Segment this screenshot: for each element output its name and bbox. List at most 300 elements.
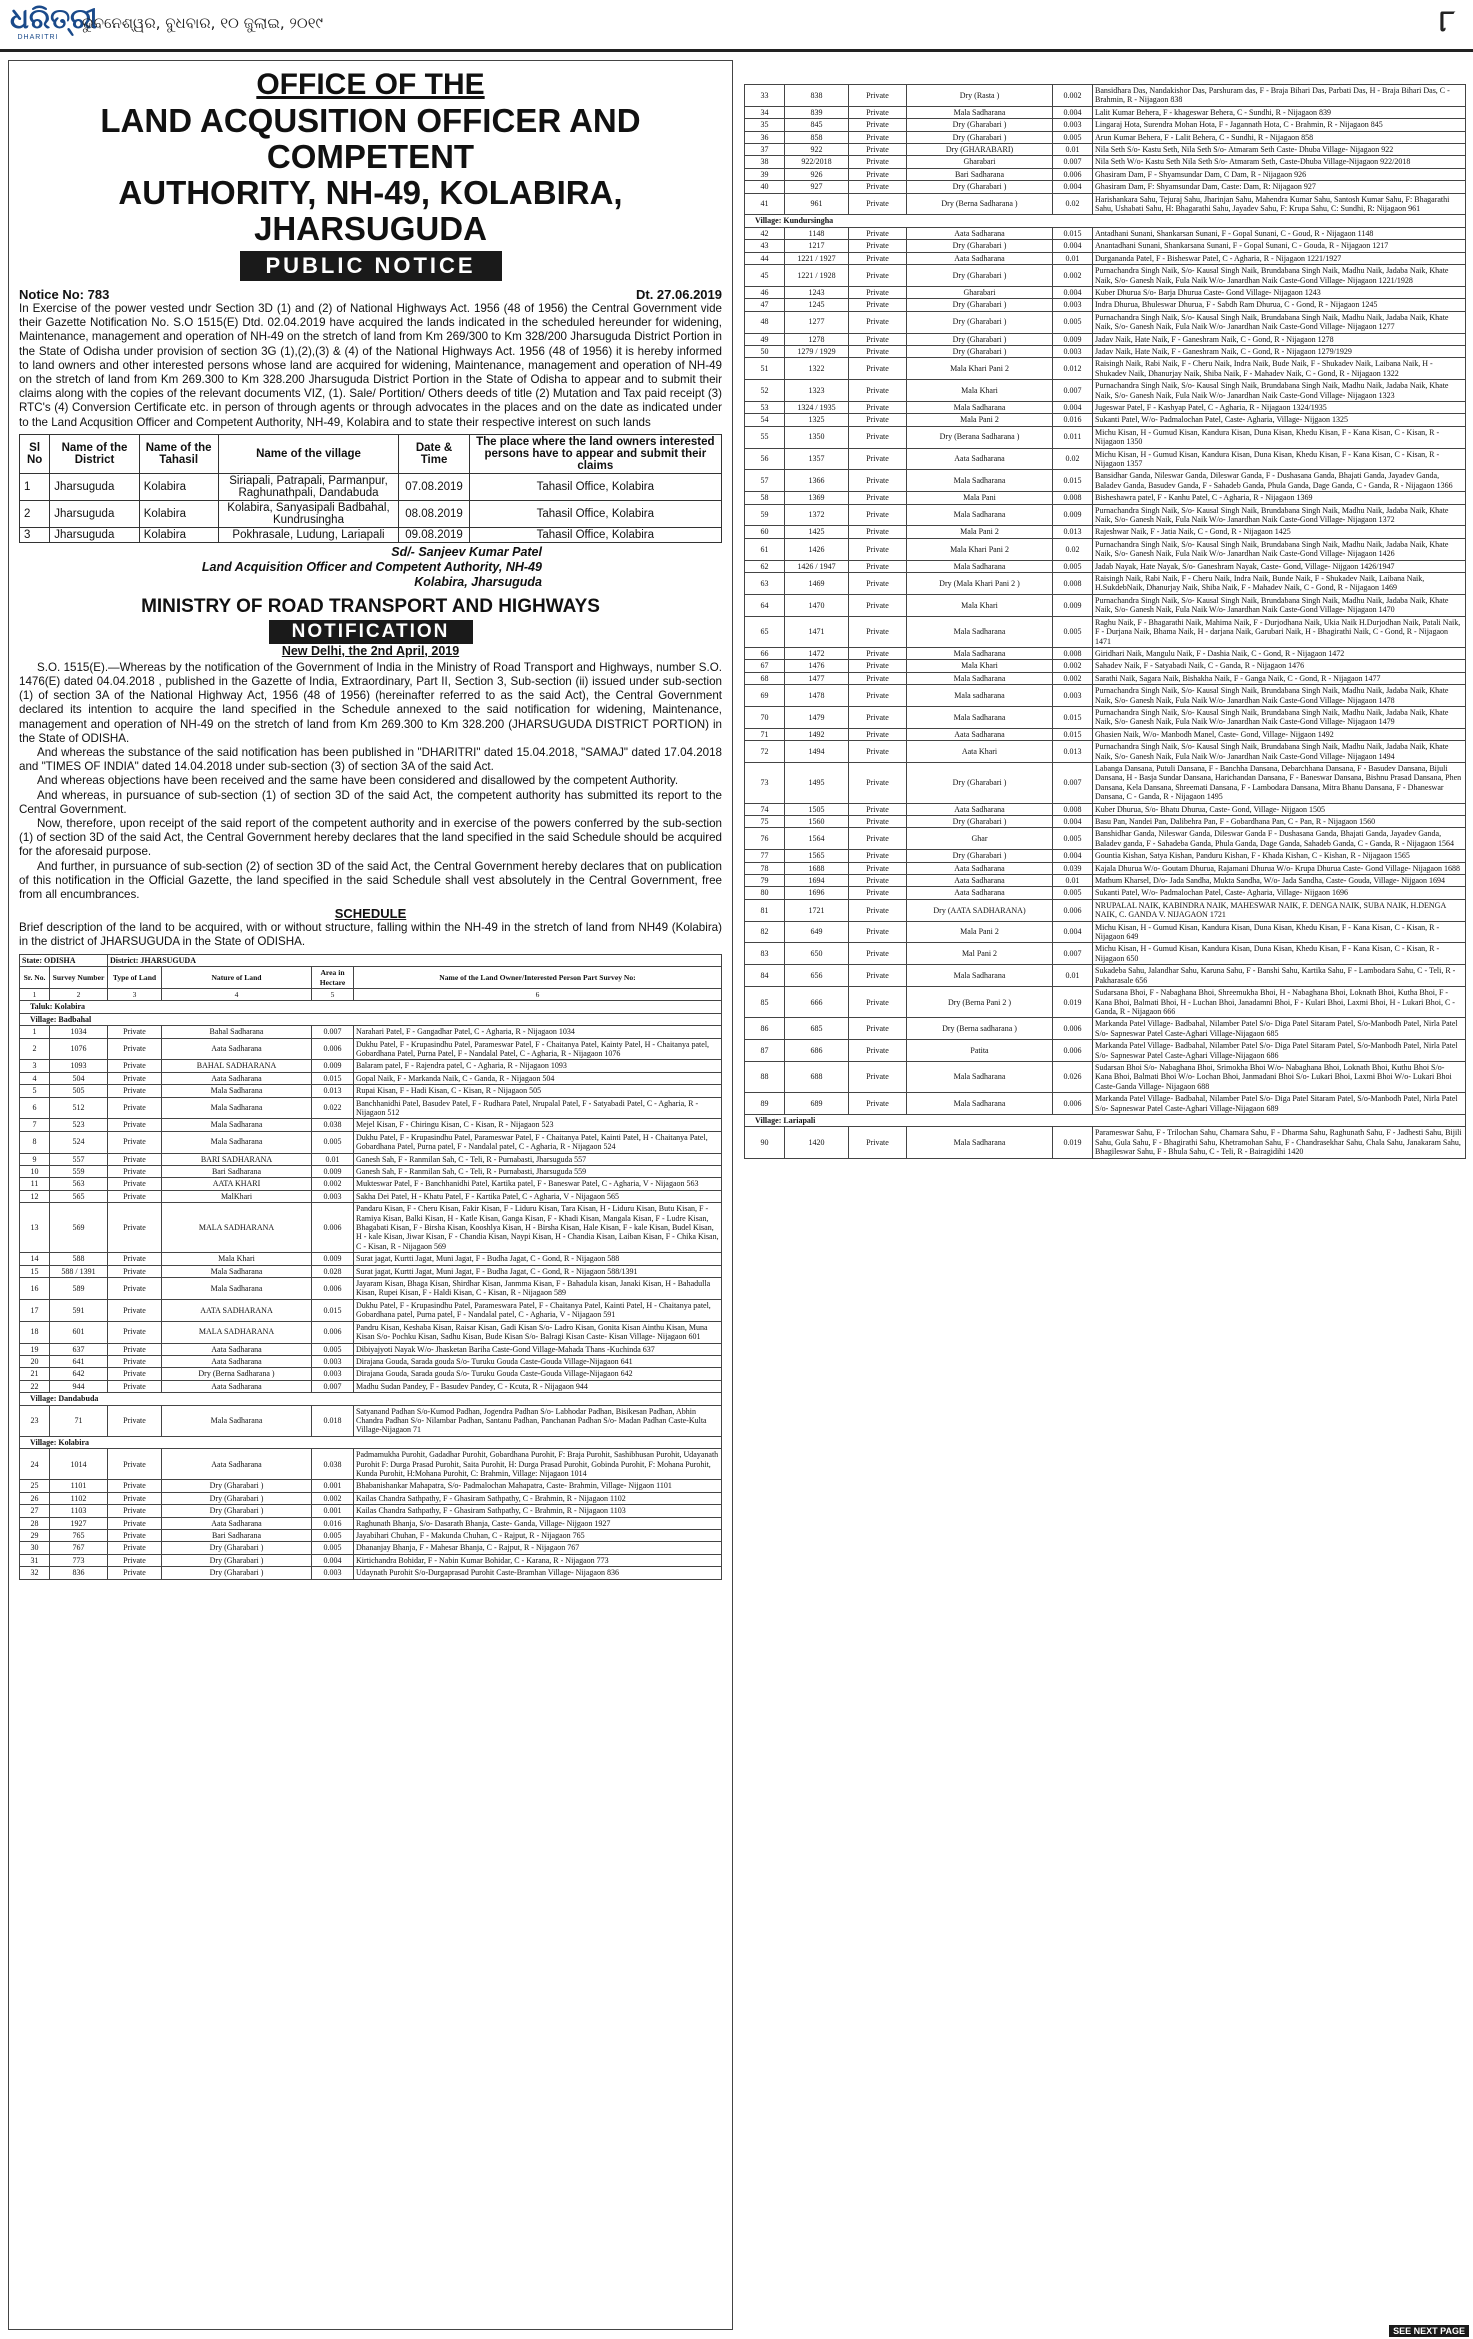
signature-block bbox=[19, 545, 722, 590]
schedule-cell: Mala Khari bbox=[907, 380, 1053, 402]
masthead bbox=[0, 0, 1473, 52]
schedule-cell: Purnachandra Singh Naik, S/o- Kausal Singh Naik, Brundabana Singh Naik, Madhu Naik, Jadaba Naik, Khate Naik, S/o- Ganesh Naik, Fula Naik W/o- Janardhan Naik Caste-Gond Village- Nijagaon 1426 bbox=[1093, 538, 1466, 560]
schedule-cell: Aata Sadharana bbox=[907, 448, 1053, 470]
schedule-header-cell: Type of Land bbox=[108, 967, 162, 989]
schedule-cell: Purnachandra Singh Naik, S/o- Kausal Singh Naik, Brundabana Singh Naik, Madhu Naik, Jadaba Naik, Khate Naik, S/o- Ganesh Naik, Fula Naik W/o- Janardhan Naik Caste-Gond Village- Nijagaon 1494 bbox=[1093, 741, 1466, 763]
schedule-cell: 0.007 bbox=[1053, 380, 1093, 402]
schedule-row bbox=[745, 850, 1466, 862]
schedule-cell: 1350 bbox=[785, 426, 849, 448]
schedule-cell: 1694 bbox=[785, 875, 849, 887]
schedule-right-body bbox=[745, 85, 1466, 1159]
schedule-row bbox=[745, 728, 1466, 740]
schedule-row bbox=[745, 741, 1466, 763]
schedule-cell: Dry (Mala Khari Pani 2 ) bbox=[907, 573, 1053, 595]
schedule-cell: 1325 bbox=[785, 414, 849, 426]
schedule-cell: Private bbox=[849, 965, 907, 987]
schedule-cell: Anantadhani Sunani, Shankarsana Sunani, F - Gopal Sunani, C - Gouda, R - Nijagaon 1217 bbox=[1093, 240, 1466, 252]
schedule-cell: MALA SADHARANA bbox=[162, 1203, 312, 1253]
hearing-table-row bbox=[20, 500, 722, 527]
schedule-cell: Private bbox=[849, 943, 907, 965]
schedule-cell: Dry (GHARABARI) bbox=[907, 144, 1053, 156]
schedule-row bbox=[20, 1119, 722, 1131]
schedule-district-label: District: JHARSUGUDA bbox=[108, 954, 722, 966]
schedule-cell: 0.005 bbox=[1053, 616, 1093, 647]
schedule-cell: Private bbox=[108, 1119, 162, 1131]
dateline: ଭୁବନେଶ୍ୱର, ବୁଧବାର, ୧୦ ଜୁଲାଇ, ୨୦୧୯ bbox=[82, 14, 323, 32]
schedule-cell: Satyanand Padhan S/o-Kumod Padhan, Jogendra Padhan S/o- Labhodar Padhan, Bisikesan Padhan, Abhin Chandra Padhan S/o- Nilambar Padhan, Santanu Padhan, Panchanan Padhan S/o- Madan Padhan Caste-Kulta Village-Nijagaon 71 bbox=[354, 1405, 722, 1436]
schedule-cell: 922 bbox=[785, 144, 849, 156]
schedule-cell: 686 bbox=[785, 1040, 849, 1062]
schedule-cell: Dry (Gharabari ) bbox=[907, 181, 1053, 193]
schedule-cell: Purnachandra Singh Naik, S/o- Kausal Singh Naik, Brundabana Singh Naik, Madhu Naik, Jadaba Naik, Khate Naik, S/o- Ganesh Naik, Fula Naik W/o- Janardhan Naik Caste-Gond Village- Nijagaon 1221/1928 bbox=[1093, 265, 1466, 287]
schedule-row bbox=[745, 227, 1466, 239]
schedule-cell: Private bbox=[849, 887, 907, 899]
schedule-cell: Sukanti Patel, W/o- Padmalochan Patel, Caste- Agharia, Village- Nijgaon 1325 bbox=[1093, 414, 1466, 426]
ministry-title: MINISTRY OF ROAD TRANSPORT AND HIGHWAYS bbox=[141, 595, 600, 617]
schedule-cell: Dukhu Patel, F - Krupasindhu Patel, Parameswara Patel, F - Chaitanya Patel, Kainti Patel, H - Chaitanya patel, Gobardhana patel, Purna patel, F - Nandalal patel, C - Agharia, V - Nijagaon 591 bbox=[354, 1299, 722, 1321]
schedule-village-label: Village: Lariapali bbox=[745, 1114, 1466, 1126]
schedule-cell: 1245 bbox=[785, 299, 849, 311]
hearing-table-header-cell: Date & Time bbox=[399, 434, 469, 473]
schedule-cell: Sahadev Naik, F - Satyabadi Naik, C - Ganda, R - Nijagaon 1476 bbox=[1093, 660, 1466, 672]
schedule-cell: Balaram patel, F - Rajendra patel, C - Agharia, R - Nijagaon 1093 bbox=[354, 1060, 722, 1072]
schedule-row bbox=[745, 131, 1466, 143]
schedule-cell: 3 bbox=[20, 1060, 50, 1072]
signature-place: Kolabira, Jharsuguda bbox=[414, 574, 542, 589]
schedule-cell: MALA SADHARANA bbox=[162, 1321, 312, 1343]
schedule-row bbox=[20, 1026, 722, 1038]
schedule-cell: Durgananda Patel, F - Bisheswar Patel, C - Agharia, R - Nijagaon 1221/1927 bbox=[1093, 252, 1466, 264]
schedule-cell: Private bbox=[849, 426, 907, 448]
schedule-cell: 559 bbox=[50, 1166, 108, 1178]
right-column bbox=[744, 84, 1466, 2324]
schedule-cell: 44 bbox=[745, 252, 785, 264]
schedule-row bbox=[20, 1060, 722, 1072]
schedule-cell: Private bbox=[849, 560, 907, 572]
schedule-cell: Private bbox=[849, 647, 907, 659]
schedule-cell: Ganesh Sah, F - Ranmilan Sah, C - Teli, R - Purnabasti, Jharsuguda 557 bbox=[354, 1153, 722, 1165]
schedule-cell: Aata Khari bbox=[907, 741, 1053, 763]
schedule-row bbox=[20, 1542, 722, 1554]
schedule-cell: Kailas Chandra Sathpathy, F - Ghasiram Sathpathy, C - Brahmin, R - Nijagaon 1102 bbox=[354, 1492, 722, 1504]
schedule-cell: Private bbox=[108, 1405, 162, 1436]
schedule-cell: Bhabanishankar Mahapatra, S/o- Padmalochan Mahapatra, Caste- Brahmin, Village- Nijgaon 1101 bbox=[354, 1480, 722, 1492]
schedule-cell: 0.007 bbox=[1053, 943, 1093, 965]
schedule-cell: Aata Sadharana bbox=[907, 728, 1053, 740]
schedule-cell: Dukhu Patel, F - Krupasindhu Patel, Parameswar Patel, F - Chaitanya Patel, Kainty Patel, H - Chaitanya patel, Gobardhana Patel, Purna Patel, F - Nandalal Patel, C - Agharia, R - Nijagaon 1076 bbox=[354, 1038, 722, 1060]
schedule-cell: Kailas Chandra Sathpathy, F - Ghasiram Sathpathy, C - Brahmin, R - Nijagaon 1103 bbox=[354, 1505, 722, 1517]
logo-text: ଧରିତ୍ରୀ bbox=[10, 2, 98, 35]
hearing-table-header-cell: Sl No bbox=[20, 434, 50, 473]
schedule-cell: 0.018 bbox=[312, 1405, 354, 1436]
schedule-row bbox=[20, 1203, 722, 1253]
schedule-cell: Dirajana Gouda, Sarada gouda S/o- Turuku Gouda Caste-Gouda Village-Nijagaon 642 bbox=[354, 1368, 722, 1380]
schedule-header-cell: Name of the Land Owner/Interested Person Part Survey No: bbox=[354, 967, 722, 989]
schedule-row bbox=[745, 448, 1466, 470]
schedule-cell: 649 bbox=[785, 921, 849, 943]
schedule-cell: 0.005 bbox=[1053, 131, 1093, 143]
schedule-cell: Private bbox=[108, 1166, 162, 1178]
schedule-row bbox=[745, 345, 1466, 357]
schedule-cell: Dry (Berna Sadharana ) bbox=[162, 1368, 312, 1380]
schedule-row bbox=[745, 987, 1466, 1018]
signature-designation: Land Acquisition Officer and Competent Authority, NH-49 bbox=[201, 559, 542, 574]
schedule-cell: 55 bbox=[745, 426, 785, 448]
schedule-cell: Aata Sadharana bbox=[162, 1343, 312, 1355]
schedule-cell: 41 bbox=[745, 193, 785, 215]
schedule-row bbox=[745, 1061, 1466, 1092]
schedule-row bbox=[745, 616, 1466, 647]
schedule-header-cell: Survey Number bbox=[50, 967, 108, 989]
schedule-row bbox=[745, 862, 1466, 874]
schedule-cell: Private bbox=[108, 1072, 162, 1084]
schedule-column-number: 6 bbox=[354, 988, 722, 1000]
notification-dateline: New Delhi, the 2nd April, 2019 bbox=[281, 643, 460, 658]
hearing-table-row bbox=[20, 473, 722, 500]
schedule-row bbox=[745, 299, 1466, 311]
schedule-cell: 0.006 bbox=[1053, 1018, 1093, 1040]
schedule-cell: Private bbox=[849, 252, 907, 264]
office-title-line-2: LAND ACQUSITION OFFICER AND COMPETENT bbox=[100, 102, 641, 175]
schedule-cell: Private bbox=[849, 380, 907, 402]
schedule-cell: 16 bbox=[20, 1278, 50, 1300]
schedule-row bbox=[20, 1505, 722, 1517]
schedule-cell: 1426 bbox=[785, 538, 849, 560]
schedule-cell: Private bbox=[849, 741, 907, 763]
schedule-row bbox=[745, 685, 1466, 707]
schedule-cell: 0.004 bbox=[1053, 106, 1093, 118]
schedule-cell: 505 bbox=[50, 1085, 108, 1097]
schedule-cell: Mala Sadharana bbox=[907, 560, 1053, 572]
hearing-table-header-cell: Name of the Tahasil bbox=[139, 434, 218, 473]
schedule-cell: Dry (Gharabari ) bbox=[907, 333, 1053, 345]
schedule-cell: 1369 bbox=[785, 492, 849, 504]
hearing-table-cell: Kolabira bbox=[139, 500, 218, 527]
schedule-row bbox=[745, 470, 1466, 492]
schedule-cell: 589 bbox=[50, 1278, 108, 1300]
schedule-cell: 0.01 bbox=[1053, 875, 1093, 887]
schedule-cell: Bansidhar Ganda, Nileswar Ganda, Dileswar Ganda, F - Dushasana Ganda, Bhajati Ganda, Jayadev Ganda, Baladev Ganda, Basudev Ganda, F - Sahadeb Ganda, Phula Ganda, Dage Ganda, C - Ganda, R - Nijagaon 1366 bbox=[1093, 470, 1466, 492]
schedule-cell: 0.02 bbox=[1053, 193, 1093, 215]
schedule-cell: Dry (Gharabari ) bbox=[162, 1492, 312, 1504]
schedule-cell: Private bbox=[108, 1131, 162, 1153]
schedule-cell: 17 bbox=[20, 1299, 50, 1321]
hearing-table-cell: 09.08.2019 bbox=[399, 527, 469, 542]
schedule-cell: Private bbox=[849, 850, 907, 862]
schedule-cell: Mala Pani 2 bbox=[907, 921, 1053, 943]
hearing-schedule-table bbox=[19, 434, 722, 543]
hearing-table-cell: Jharsuguda bbox=[50, 500, 140, 527]
notice-body: In Exercise of the power vested undr Section 3D (1) and (2) of National Highways Act. 1956 (48 of 1956) the Central Government vide their Gazette Notification No. S.O 1515(E) Dtd. 02.04.2019 have acquired the lands indicated in the scheduled hereunder for widening, Maintenance, management and operation of NH-49 on the stretch of land from Km 269/300 to Km 328/200 Jharsuguda District Portion in the State of Odisha under provision of section 3G (1),(2),(3) & (4) of the National Highways Act. 1956 (48 of 1956) it is hereby informed to land owners and other interested persons whose land are acquired for widening, Maintenance, management and operation of NH-49 on the stretch of land from Km 269.300 to Km 328.200 Jharsuguda District Portion in the State of Odisha to appear and to submit their claims along with the copies of the relevant documents VIZ, (1). Sale/ Portition/ Others deeds of title (2) Mutation and Tax paid receipt (3) RTC's (4) Conversion Certificate etc. in person of through agents or through advocates in the places and on the date as indicated under to the Land Acqusition Officer and Competent Authority, NH-49, Kolabira and to state their respective interest on such lands bbox=[19, 302, 722, 429]
schedule-cell: 961 bbox=[785, 193, 849, 215]
schedule-row bbox=[745, 311, 1466, 333]
schedule-cell: 63 bbox=[745, 573, 785, 595]
schedule-cell: 0.013 bbox=[1053, 741, 1093, 763]
schedule-cell: 588 bbox=[50, 1253, 108, 1265]
schedule-cell: 557 bbox=[50, 1153, 108, 1165]
schedule-cell: 1495 bbox=[785, 762, 849, 803]
schedule-description: Brief description of the land to be acquired, with or without structure, falling within the NH-49 in the stretch of land from NH49 (Kolabira) in the district of JHARSUGUDA in the State of ODISHA. bbox=[19, 921, 722, 949]
schedule-cell: 666 bbox=[785, 987, 849, 1018]
schedule-cell: Private bbox=[849, 987, 907, 1018]
schedule-cell: Private bbox=[849, 265, 907, 287]
schedule-cell: Michu Kisan, H - Gumud Kisan, Kandura Kisan, Duna Kisan, Khedu Kisan, F - Kana Kisan, C - Kisan, R - Nijagaon 1357 bbox=[1093, 448, 1466, 470]
schedule-cell: 0.007 bbox=[312, 1026, 354, 1038]
schedule-cell: 1278 bbox=[785, 333, 849, 345]
notification-paragraph-1: S.O. 1515(E).—Whereas by the notification of the Government of India in the Ministry of Road Transport and Highways, number S.O. 1476(E) dated 04.04.2018 , published in the Gazette of India, Extraordinary, Part II, Section 3, Sub-section (ii) issued under sub-section (1) of section 3A of the National Highway Act, 1956 (48 of 1956) (hereinafter referred to as the said Act), the Central Government declared its intention to acquire the land specified in the Schedule annexed to the said notification for widening, Maintenance, management and operation of NH-49 on the stretch of land from Km 269.300 to Km 328.200 (JHARSUGUDA DISTRICT PORTION) in the State of ODISHA. bbox=[19, 660, 722, 745]
schedule-cell: 0.003 bbox=[1053, 345, 1093, 357]
schedule-state-label: State: ODISHA bbox=[20, 954, 108, 966]
schedule-cell: 23 bbox=[20, 1405, 50, 1436]
schedule-cell: Ghar bbox=[907, 828, 1053, 850]
schedule-cell: Private bbox=[108, 1026, 162, 1038]
schedule-row bbox=[20, 1355, 722, 1367]
schedule-cell: Private bbox=[849, 311, 907, 333]
schedule-cell: Purnachandra Singh Naik, S/o- Kausal Singh Naik, Brundabana Singh Naik, Madhu Naik, Jadaba Naik, Khate Naik, S/o- Ganesh Naik, Fula Naik W/o- Janardhan Naik Caste-Gond Village- Nijagaon 1277 bbox=[1093, 311, 1466, 333]
schedule-cell: 1034 bbox=[50, 1026, 108, 1038]
schedule-cell: Private bbox=[108, 1265, 162, 1277]
schedule-cell: 1478 bbox=[785, 685, 849, 707]
schedule-row bbox=[20, 1492, 722, 1504]
schedule-cell: 40 bbox=[745, 181, 785, 193]
schedule-taluk-label: Taluk: Kolabira bbox=[20, 1001, 722, 1013]
schedule-cell: 25 bbox=[20, 1480, 50, 1492]
schedule-row bbox=[745, 1040, 1466, 1062]
schedule-cell: 73 bbox=[745, 762, 785, 803]
schedule-cell: 0.002 bbox=[312, 1178, 354, 1190]
schedule-cell: Private bbox=[849, 504, 907, 526]
schedule-cell: 32 bbox=[20, 1567, 50, 1579]
schedule-cell: Mala Sadharana bbox=[907, 616, 1053, 647]
schedule-cell: Private bbox=[849, 286, 907, 298]
schedule-cell: 0.004 bbox=[1053, 401, 1093, 413]
schedule-cell: 0.004 bbox=[1053, 921, 1093, 943]
schedule-cell: Michu Kisan, H - Gumud Kisan, Kandura Kisan, Duna Kisan, Khedu Kisan, F - Kana Kisan, C - Kisan, R - Nijagaon 649 bbox=[1093, 921, 1466, 943]
schedule-cell: Private bbox=[849, 1127, 907, 1158]
public-notice-banner: PUBLIC NOTICE bbox=[240, 251, 502, 281]
schedule-cell: Narahari Patel, F - Gangadhar Patel, C - Agharia, R - Nijagaon 1034 bbox=[354, 1026, 722, 1038]
schedule-cell: Bari Sadharana bbox=[162, 1166, 312, 1178]
schedule-row bbox=[20, 1278, 722, 1300]
schedule-row bbox=[20, 1085, 722, 1097]
schedule-cell: Aata Sadharana bbox=[907, 252, 1053, 264]
schedule-cell: 688 bbox=[785, 1061, 849, 1092]
schedule-cell: Mala Sadharana bbox=[907, 470, 1053, 492]
schedule-cell: Private bbox=[108, 1480, 162, 1492]
schedule-row bbox=[745, 504, 1466, 526]
schedule-cell: Private bbox=[108, 1542, 162, 1554]
schedule-cell: 1366 bbox=[785, 470, 849, 492]
schedule-row bbox=[20, 1480, 722, 1492]
schedule-village-label: Village: Badbahal bbox=[20, 1013, 722, 1025]
schedule-cell: Sukadeba Sahu, Jalandhar Sahu, Karuna Sahu, F - Banshi Sahu, Kartika Sahu, F - Lambodara Sahu, C - Teli, R - Pakharasale 656 bbox=[1093, 965, 1466, 987]
schedule-row bbox=[745, 803, 1466, 815]
schedule-cell: Raisingh Naik, Rabi Naik, F - Cheru Naik, Indra Naik, Bude Naik, F - Shukadev Naik, Laibana Naik, H - Shukadev Naik, Dhanurjay Naik, Shiba Naik, F - Mahadev Naik, C - Gond, R - Nijagaon 1322 bbox=[1093, 358, 1466, 380]
schedule-cell: Markanda Patel Village- Badbahal, Nilamber Patel S/o- Diga Patel Sitaram Patel, S/o-Manbodh Patel, Nirla Patel S/o- Sapneswar Patel Caste-Aghari Village-Nijagaon 689 bbox=[1093, 1093, 1466, 1115]
schedule-row bbox=[20, 1517, 722, 1529]
schedule-row bbox=[745, 401, 1466, 413]
schedule-row bbox=[745, 1093, 1466, 1115]
hearing-table-row bbox=[20, 527, 722, 542]
schedule-row bbox=[745, 181, 1466, 193]
schedule-cell: Private bbox=[849, 862, 907, 874]
schedule-row bbox=[20, 1449, 722, 1480]
schedule-cell: Bari Sadharana bbox=[162, 1530, 312, 1542]
schedule-cell: Mala Sadharana bbox=[162, 1119, 312, 1131]
schedule-cell: Madhu Sudan Pandey, F - Basudev Pandey, C - Kcuta, R - Nijagaon 944 bbox=[354, 1380, 722, 1392]
schedule-cell: Sukanti Patel, W/o- Padmalochan Patel, Caste- Agharia, Village- Nijgaon 1696 bbox=[1093, 887, 1466, 899]
schedule-cell: 6 bbox=[20, 1097, 50, 1119]
hearing-table-cell: Kolabira, Sanyasipali Badbahal, Kundrusingha bbox=[218, 500, 399, 527]
schedule-cell: 2 bbox=[20, 1038, 50, 1060]
hearing-table-cell: Tahasil Office, Kolabira bbox=[469, 473, 721, 500]
schedule-cell: 0.003 bbox=[312, 1567, 354, 1579]
schedule-cell: Private bbox=[108, 1097, 162, 1119]
schedule-cell: Mala Sadharana bbox=[907, 965, 1053, 987]
schedule-cell: Kirtichandra Bohidar, F - Nabin Kumar Bohidar, C - Karana, R - Nijagaon 773 bbox=[354, 1554, 722, 1566]
schedule-cell: Private bbox=[849, 685, 907, 707]
hearing-table-cell: Tahasil Office, Kolabira bbox=[469, 527, 721, 542]
hearing-table-cell: Jharsuguda bbox=[50, 527, 140, 542]
schedule-cell: Rupai Kisan, F - Hadi Kisan, C - Kisan, R - Nijagaon 505 bbox=[354, 1085, 722, 1097]
schedule-cell: Dry (Gharabari ) bbox=[162, 1567, 312, 1579]
schedule-cell: Private bbox=[849, 728, 907, 740]
notification-banner: NOTIFICATION bbox=[269, 620, 473, 644]
schedule-row bbox=[20, 1368, 722, 1380]
schedule-cell: Private bbox=[849, 526, 907, 538]
schedule-cell: Private bbox=[108, 1060, 162, 1072]
schedule-cell: 0.006 bbox=[1053, 168, 1093, 180]
schedule-cell: 0.004 bbox=[1053, 286, 1093, 298]
schedule-cell: Aata Sadharana bbox=[907, 862, 1053, 874]
schedule-row bbox=[745, 168, 1466, 180]
schedule-row bbox=[745, 85, 1466, 107]
schedule-cell: 524 bbox=[50, 1131, 108, 1153]
schedule-cell: Purnachandra Singh Naik, S/o- Kausal Singh Naik, Brundabana Singh Naik, Madhu Naik, Jadaba Naik, Khate Naik, S/o- Ganesh Naik, Fula Naik W/o- Janardhan Naik Caste-Gond Village- Nijagaon 1479 bbox=[1093, 706, 1466, 728]
schedule-cell: 18 bbox=[20, 1321, 50, 1343]
schedule-cell: 1372 bbox=[785, 504, 849, 526]
schedule-cell: 1148 bbox=[785, 227, 849, 239]
schedule-cell: 0.005 bbox=[1053, 311, 1093, 333]
schedule-cell: 836 bbox=[50, 1567, 108, 1579]
schedule-column-number-row bbox=[20, 988, 722, 1000]
schedule-cell: Bisheshawra patel, F - Kanhu Patel, C - Agharia, R - Nijagaon 1369 bbox=[1093, 492, 1466, 504]
schedule-cell: 0.007 bbox=[312, 1380, 354, 1392]
schedule-cell: MalKhari bbox=[162, 1190, 312, 1202]
schedule-village-row bbox=[20, 1393, 722, 1405]
schedule-cell: 0.016 bbox=[312, 1517, 354, 1529]
schedule-cell: Mejel Kisan, F - Chiringu Kisan, C - Kisan, R - Nijagaon 523 bbox=[354, 1119, 722, 1131]
schedule-cell: 0.009 bbox=[312, 1253, 354, 1265]
schedule-cell: Private bbox=[849, 144, 907, 156]
schedule-cell: Aata Sadharana bbox=[162, 1380, 312, 1392]
schedule-cell: Harishankara Sahu, Tejuraj Sahu, Jharinjan Sahu, Mahendra Kumar Sahu, Santosh Kumar Sahu, F: Bhagarathi Sahu, Ushabati Sahu, H: Bhagarathi Sahu, Jayadev Sahu, F: Krupa Sahu, C: Sundhi, R: Nijagaon 961 bbox=[1093, 193, 1466, 215]
schedule-cell: Private bbox=[849, 401, 907, 413]
schedule-cell: Private bbox=[849, 156, 907, 168]
schedule-cell: 1469 bbox=[785, 573, 849, 595]
schedule-cell: Dukhu Patel, F - Krupasindhu Patel, Parameswar Patel, F - Chaitanya Patel, Kainti Patel, H - Chaitanya Patel, Gobardhana Patel, Purna patel, F - Nandalal patel, C - Agharia, R - Nijagaon 524 bbox=[354, 1131, 722, 1153]
schedule-cell: 926 bbox=[785, 168, 849, 180]
schedule-cell: 1357 bbox=[785, 448, 849, 470]
schedule-row bbox=[20, 1153, 722, 1165]
schedule-cell: Dry (Gharabari ) bbox=[162, 1505, 312, 1517]
schedule-cell: 588 / 1391 bbox=[50, 1265, 108, 1277]
schedule-cell: Private bbox=[849, 299, 907, 311]
schedule-row bbox=[20, 1097, 722, 1119]
schedule-cell: 0.013 bbox=[312, 1085, 354, 1097]
schedule-cell: Dry (Berna sadharana ) bbox=[907, 1018, 1053, 1040]
schedule-cell: 922/2018 bbox=[785, 156, 849, 168]
schedule-cell: Dry (Gharabari ) bbox=[907, 299, 1053, 311]
schedule-cell: 0.002 bbox=[1053, 265, 1093, 287]
schedule-cell: 858 bbox=[785, 131, 849, 143]
schedule-cell: 523 bbox=[50, 1119, 108, 1131]
schedule-village-label: Village: Kundursingha bbox=[745, 215, 1466, 227]
schedule-cell: Private bbox=[849, 333, 907, 345]
schedule-cell: Private bbox=[849, 358, 907, 380]
schedule-cell: 0.005 bbox=[312, 1343, 354, 1355]
schedule-cell: Aata Sadharana bbox=[162, 1038, 312, 1060]
schedule-cell: 1494 bbox=[785, 741, 849, 763]
schedule-cell: Dry (Gharabari ) bbox=[162, 1554, 312, 1566]
schedule-row bbox=[20, 1380, 722, 1392]
schedule-table-left bbox=[19, 954, 722, 1580]
schedule-cell: Mala Sadharana bbox=[907, 1061, 1053, 1092]
schedule-cell: 0.01 bbox=[1053, 144, 1093, 156]
schedule-cell: 1505 bbox=[785, 803, 849, 815]
schedule-cell: 0.016 bbox=[1053, 414, 1093, 426]
schedule-cell: 71 bbox=[50, 1405, 108, 1436]
schedule-cell: 1565 bbox=[785, 850, 849, 862]
schedule-cell: 0.004 bbox=[1053, 850, 1093, 862]
schedule-cell: Gharabari bbox=[907, 286, 1053, 298]
schedule-cell: 5 bbox=[20, 1085, 50, 1097]
schedule-cell: 685 bbox=[785, 1018, 849, 1040]
schedule-cell: 767 bbox=[50, 1542, 108, 1554]
schedule-cell: 0.019 bbox=[1053, 1127, 1093, 1158]
schedule-cell: 1217 bbox=[785, 240, 849, 252]
schedule-cell: Mala Sadharana bbox=[907, 1093, 1053, 1115]
schedule-left-body bbox=[20, 954, 722, 1579]
notification-paragraph-5: Now, therefore, upon receipt of the said report of the competent authority and in exercise of the powers conferred by the sub-section (1) of section 3D of the said Act, the Central Government hereby declares that the land specified in the said Schedule should be acquired for the aforesaid purpose. bbox=[19, 817, 722, 859]
schedule-cell: 46 bbox=[745, 286, 785, 298]
schedule-village-label: Village: Kolabira bbox=[20, 1436, 722, 1448]
schedule-cell: Private bbox=[849, 538, 907, 560]
schedule-cell: Dry (Gharabari ) bbox=[162, 1480, 312, 1492]
schedule-row bbox=[745, 106, 1466, 118]
schedule-cell: Dry (AATA SADHARANA) bbox=[907, 899, 1053, 921]
hearing-table-cell: 08.08.2019 bbox=[399, 500, 469, 527]
schedule-cell: 0.004 bbox=[1053, 181, 1093, 193]
schedule-cell: 1101 bbox=[50, 1480, 108, 1492]
hearing-table-header-cell: Name of the village bbox=[218, 434, 399, 473]
schedule-cell: 0.005 bbox=[312, 1542, 354, 1554]
schedule-row bbox=[745, 887, 1466, 899]
schedule-cell: 1014 bbox=[50, 1449, 108, 1480]
schedule-cell: Markanda Patel Village- Badbahal, Nilamber Patel S/o- Diga Patel Sitaram Patel, S/o-Manbodh Patel, Nirla Patel S/o- Sapneswar Patel Caste-Aghari Village-Nijagaon 685 bbox=[1093, 1018, 1466, 1040]
schedule-cell: 0.01 bbox=[1053, 252, 1093, 264]
schedule-cell: Mathum Kharsel, D/o- Jada Sandha, Mukta Sandha, W/o- Jada Sandha, Caste- Gouda, Village- Nijgaon 1694 bbox=[1093, 875, 1466, 887]
schedule-cell: 1243 bbox=[785, 286, 849, 298]
schedule-cell: 58 bbox=[745, 492, 785, 504]
schedule-cell: Private bbox=[849, 85, 907, 107]
schedule-cell: 37 bbox=[745, 144, 785, 156]
schedule-cell: Mala Sadharana bbox=[162, 1085, 312, 1097]
schedule-cell: Antadhani Sunani, Shankarsan Sunani, F - Gopal Sunani, C - Goud, R - Nijagaon 1148 bbox=[1093, 227, 1466, 239]
schedule-cell: Private bbox=[849, 921, 907, 943]
schedule-cell: Mala Sadharana bbox=[907, 672, 1053, 684]
schedule-cell: 689 bbox=[785, 1093, 849, 1115]
